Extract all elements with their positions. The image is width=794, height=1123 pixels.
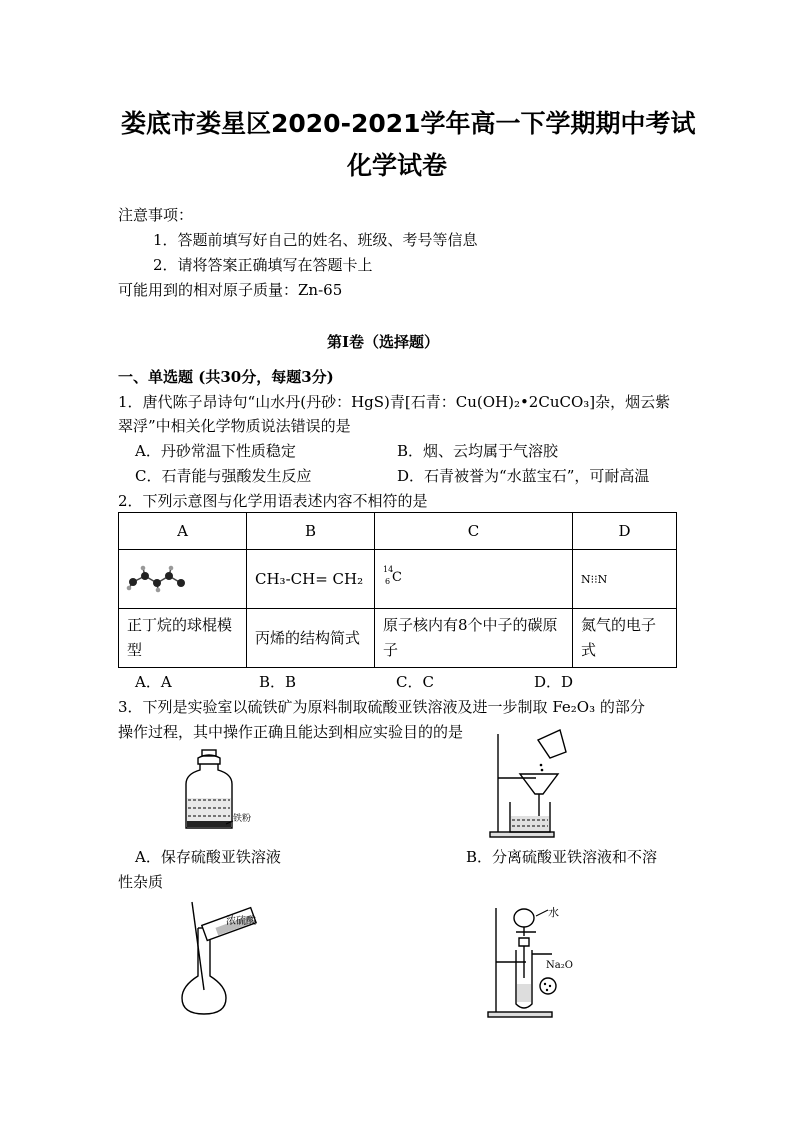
q2-desc-c: 原子核内有8个中子的碳原子 — [375, 609, 573, 668]
q2-stem: 2．下列示意图与化学用语表述内容不相符的是 — [118, 492, 428, 510]
q2-cell-b-formula: CH₃-CH= CH₂ — [247, 550, 375, 609]
page-title: 娄底市娄星区2020-2021学年高一下学期期中考试 — [121, 109, 696, 138]
section-title: 第I卷（选择题） — [327, 333, 440, 351]
q2-desc-a: 正丁烷的球棍模型 — [119, 609, 247, 668]
q2-answer-a: A．A — [135, 673, 172, 691]
q1-option-d: D．石青被誉为“水蓝宝石”，可耐高温 — [397, 467, 650, 485]
q2-desc-b: 丙烯的结构简式 — [247, 609, 375, 668]
q1-stem-line2: 翠浮”中相关化学物质说法错误的是 — [118, 417, 351, 435]
q1-option-c: C．石青能与强酸发生反应 — [135, 467, 312, 485]
isotope-mass-number: 14 — [383, 565, 394, 574]
notice-item-2: 2．请将答案正确填写在答题卡上 — [153, 256, 373, 274]
q1-option-b: B．烟、云均属于气溶胶 — [397, 442, 559, 460]
q2-answer-c: C．C — [396, 673, 434, 691]
iron-powder-label: 铁粉 — [233, 814, 252, 824]
isotope-symbol: C — [392, 570, 402, 585]
q1-stem-line1: 1．唐代陈子昂诗句“山水丹(丹砂：HgS)青[石青：Cu(OH)₂•2CuCO₃]杂，烟云紫 — [118, 393, 671, 411]
na2o-label: Na₂O — [546, 960, 573, 971]
q2-answer-b: B．B — [259, 673, 297, 691]
q3-stem-line1: 3．下列是实验室以硫铁矿为原料制取硫酸亚铁溶液及进一步制取 Fe₂O₃ 的部分 — [118, 698, 645, 716]
q3-option-b-line1: B．分离硫酸亚铁溶液和不溶 — [466, 848, 658, 866]
notice-item-1: 1．答题前填写好自己的姓名、班级、考号等信息 — [153, 231, 478, 249]
reagent-bottle-figure — [180, 748, 260, 838]
atomic-mass-note: 可能用到的相对原子质量：Zn-65 — [118, 281, 343, 299]
filtration-figure — [488, 728, 588, 840]
q1-option-a: A．丹砂常温下性质稳定 — [135, 442, 296, 460]
q2-header-b: B — [247, 513, 375, 550]
q2-answer-d: D．D — [534, 673, 574, 691]
isotope-atomic-number: 6 — [385, 577, 391, 586]
page-subtitle: 化学试卷 — [347, 151, 448, 180]
q2-header-c: C — [375, 513, 573, 550]
q2-cell-c-isotope — [375, 550, 573, 609]
q3-option-a: A．保存硫酸亚铁溶液 — [135, 848, 281, 866]
q2-cell-d-electron: N⁝⁝N — [573, 550, 677, 609]
q3-option-b-line2: 性杂质 — [118, 873, 164, 891]
q2-header-d: D — [573, 513, 677, 550]
q2-table — [118, 512, 677, 668]
q3-stem-line2: 操作过程，其中操作正确且能达到相应实验目的的是 — [118, 723, 464, 741]
concentrated-acid-label: 浓硫酸 — [226, 916, 256, 927]
notice-heading: 注意事项： — [118, 206, 194, 224]
q2-desc-d: 氮气的电子式 — [573, 609, 677, 668]
part-heading: 一、单选题 (共30分，每题3分) — [118, 368, 334, 386]
water-label: 水 — [548, 906, 559, 919]
butane-ball-stick-model — [127, 566, 187, 592]
q2-header-a: A — [119, 513, 247, 550]
q2-cell-a-model — [119, 550, 247, 609]
